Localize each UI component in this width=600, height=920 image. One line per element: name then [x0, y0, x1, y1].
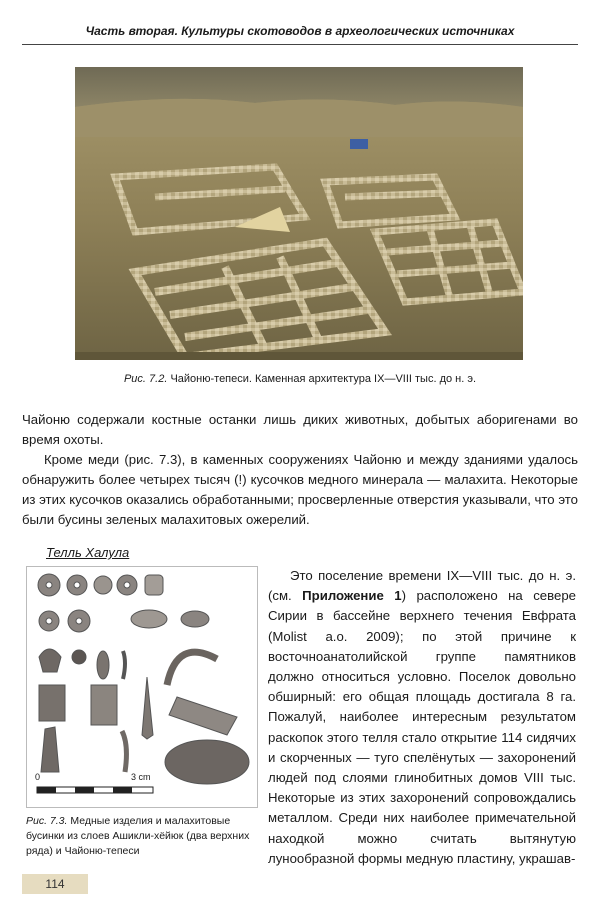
right-text-part2: ) расположено на севере Сирии в бассейне верхнего течения Евфрата (Molist a.o. 2009); по этой причине к восточноанатолийской группе памятников должно относиться условно. Поселок довольно обширный: его общая площадь достигала 8 га. Пожалуй, наиболее интересным результатом раскопок этого телля стало открытие 114 сидячих и скорченных — туго спелёнутых — захоронений людей под слоями глинобитных домов VIII тыс. Некоторые из этих захоронений сопровождались металлом. Среди них наиболее примечательной находкой можно считать вытянутую лунообразной формы медную пластину, украшав-	[268, 588, 577, 866]
right-text-part1: Это поселение времени IX—VIII тыс. до н. э. (см.	[268, 568, 576, 604]
paragraph-1: Чайоню содержали костные останки лишь диких животных, добытых аборигенами во время охоты.	[22, 412, 578, 447]
right-column-text	[268, 566, 576, 869]
figure-7-2-caption	[22, 373, 578, 385]
figure-7-2-photo	[75, 67, 523, 360]
figure-7-3-label: Рис. 7.3.	[26, 815, 68, 827]
appendix-reference: Приложение 1	[302, 588, 402, 604]
figure-7-2-label: Рис. 7.2.	[123, 373, 168, 385]
page-number: 114	[22, 874, 88, 894]
header-rule	[22, 44, 578, 45]
scale-bar	[37, 787, 153, 793]
figure-7-3-caption	[26, 814, 258, 859]
section-title: Телль Халула	[46, 545, 130, 560]
scale-zero-label: 0	[35, 772, 41, 782]
scale-end-label: 3 cm	[131, 772, 151, 782]
figure-7-3-image	[26, 566, 258, 808]
figure-7-2-caption-text: Чайоню-тепеси. Каменная архитектура IX—VIII тыс. до н. э.	[170, 373, 477, 385]
paragraph-2: Кроме меди (рис. 7.3), в каменных сооружениях Чайоню и между зданиями удалось обнаружить более четырех тысяч (!) кусочков медного минерала — малахита. Некоторые из этих кусочков оказались обработанными; просверленные отверстия указывали, что это были бусины зеленых малахитовых ожерелий.	[22, 452, 578, 527]
right-paragraph	[268, 566, 576, 869]
figure-7-3-caption-text: Медные изделия и малахитовые бусинки из слоев Ашикли-хёйюк (два верхних ряда) и Чайоню-тепеси	[26, 815, 250, 857]
running-header: Часть вторая. Культуры скотоводов в археологических источниках	[85, 24, 515, 38]
